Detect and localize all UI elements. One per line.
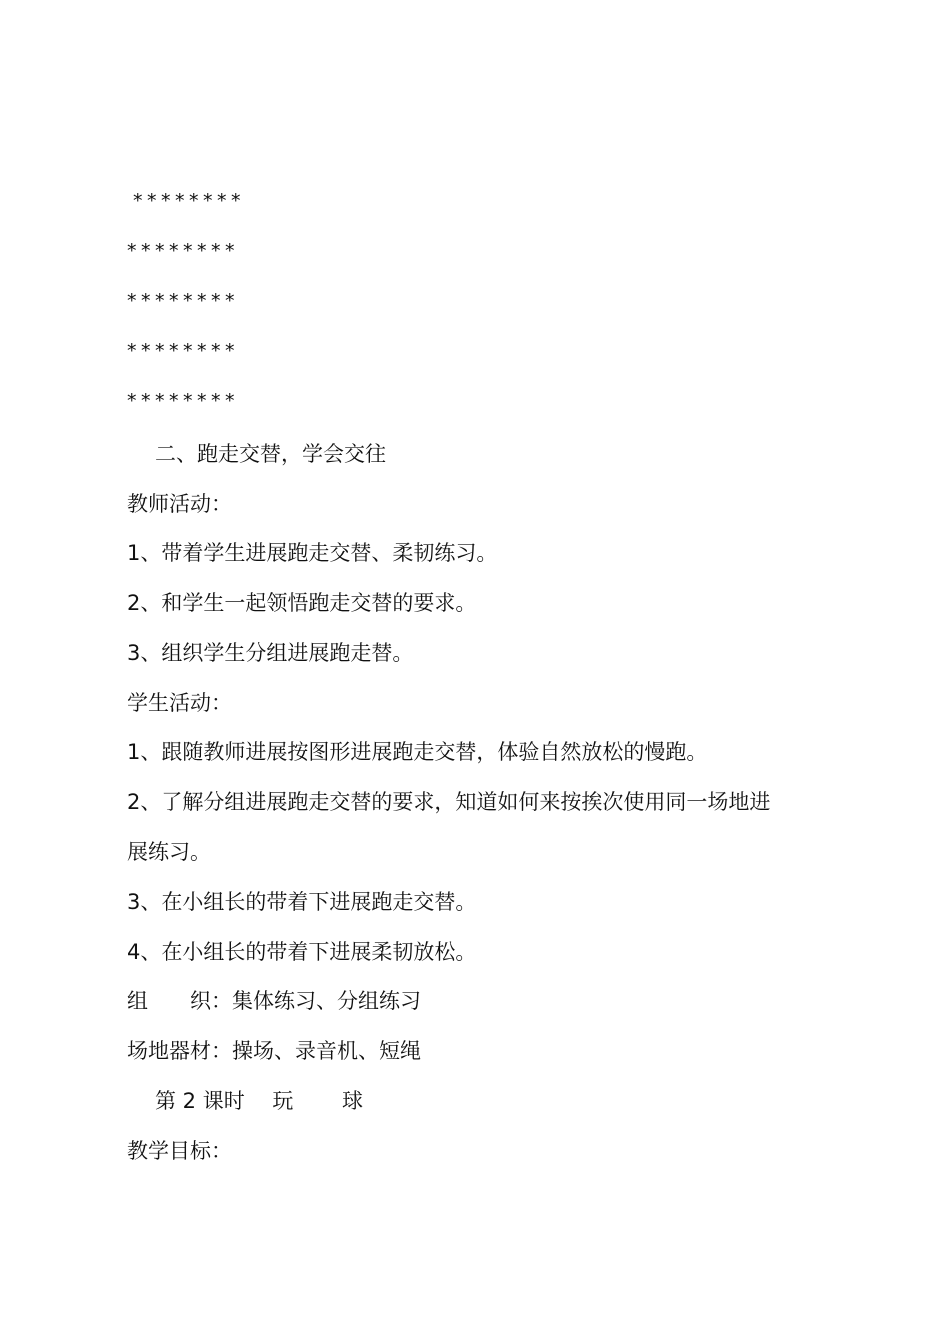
student-activity-item: 3、在小组长的带着下进展跑走交替。 bbox=[127, 890, 477, 914]
lesson-title: 第 2 课时 玩 球 bbox=[155, 1089, 364, 1113]
student-activity-item: 4、在小组长的带着下进展柔韧放松。 bbox=[127, 940, 477, 964]
objectives-label: 教学目标： bbox=[127, 1139, 232, 1163]
student-activity-item: 展练习。 bbox=[127, 840, 211, 864]
teacher-activity-item: 3、组织学生分组进展跑走替。 bbox=[127, 641, 414, 665]
star-row: ******** bbox=[127, 390, 239, 412]
student-activity-item: 1、跟随教师进展按图形进展跑走交替，体验自然放松的慢跑。 bbox=[127, 740, 708, 764]
teacher-activity-label: 教师活动： bbox=[127, 492, 232, 516]
teacher-activity-item: 1、带着学生进展跑走交替、柔韧练习。 bbox=[127, 541, 498, 565]
teacher-activity-item: 2、和学生一起领悟跑走交替的要求。 bbox=[127, 591, 477, 615]
section-heading: 二、跑走交替，学会交往 bbox=[155, 442, 386, 466]
venue-equipment-line: 场地器材：操场、录音机、短绳 bbox=[127, 1039, 421, 1063]
student-activity-label: 学生活动： bbox=[127, 691, 232, 715]
star-row: ******** bbox=[127, 240, 239, 262]
student-activity-item: 2、了解分组进展跑走交替的要求，知道如何来按挨次使用同一场地进 bbox=[127, 790, 771, 814]
star-row: ******** bbox=[127, 290, 239, 312]
star-row: ******** bbox=[127, 340, 239, 362]
star-row: ******** bbox=[133, 190, 245, 212]
organization-line: 组 织：集体练习、分组练习 bbox=[127, 989, 421, 1013]
